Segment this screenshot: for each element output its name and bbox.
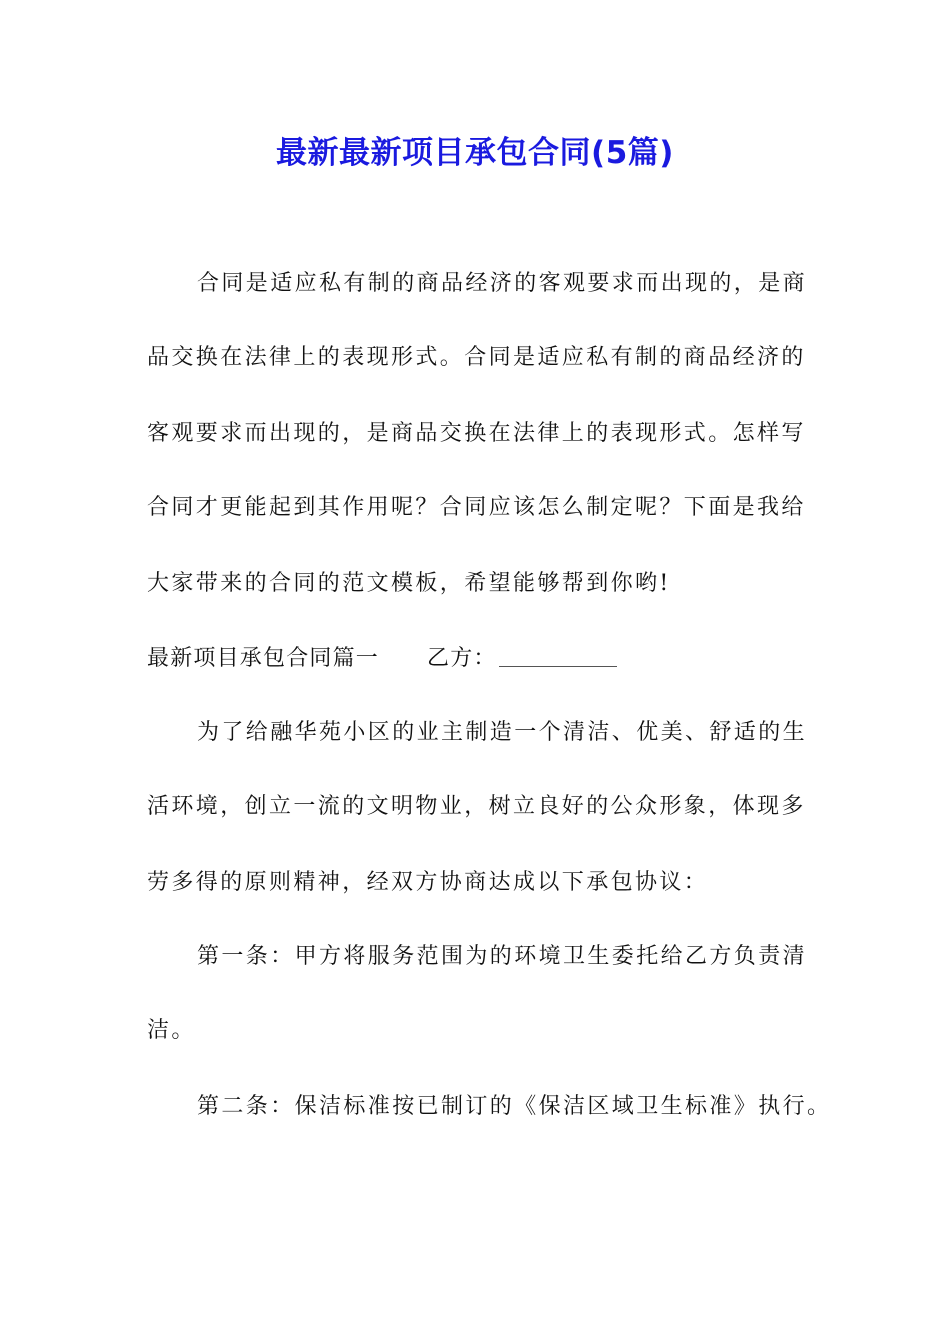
purpose-line-3: 劳多得的原则精神，经双方协商达成以下承包协议： [147, 870, 709, 895]
section-heading-row [147, 642, 617, 676]
intro-line-1: 合同是适应私有制的商品经济的客观要求而出现的，是商 [197, 271, 808, 296]
document-title: 最新最新项目承包合同(5篇) [276, 135, 674, 171]
party-b-label: 乙方： [427, 646, 497, 671]
intro-line-5: 大家带来的合同的范文模板，希望能够帮到你哟! [147, 571, 671, 596]
intro-line-3: 客观要求而出现的，是商品交换在法律上的表现形式。怎样写 [147, 421, 806, 446]
article-1-line-1: 第一条：甲方将服务范围为的环境卫生委托给乙方负责清 [197, 944, 808, 969]
article-1-line-2: 洁。 [147, 1018, 196, 1043]
purpose-line-2: 活环境，创立一流的文明物业，树立良好的公众形象，体现多 [147, 794, 806, 819]
intro-line-4: 合同才更能起到其作用呢？合同应该怎么制定呢？下面是我给 [147, 495, 806, 520]
article-2-line-1: 第二条：保洁标准按已制订的《保洁区域卫生标准》执行。 [197, 1094, 832, 1119]
section-heading: 最新项目承包合同篇一 [147, 646, 380, 671]
party-b-blank-line [499, 644, 617, 667]
purpose-line-1: 为了给融华苑小区的业主制造一个清洁、优美、舒适的生 [197, 720, 808, 745]
intro-line-2: 品交换在法律上的表现形式。合同是适应私有制的商品经济的 [147, 345, 806, 370]
